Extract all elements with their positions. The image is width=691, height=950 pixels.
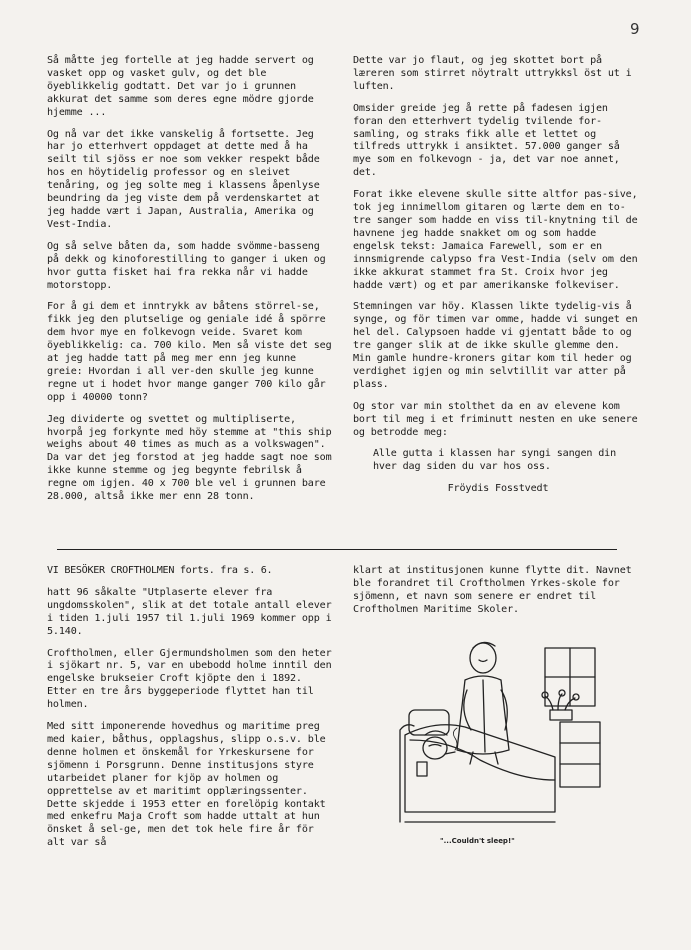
paragraph: Og så selve båten da, som hadde svömme-basseng på dekk og kinoforestilling to ganger i uken og hvor gutta fisket hai fra rekka når vi hadde motorstopp. <box>47 240 326 291</box>
article-column-1 <box>47 55 337 513</box>
article2-column-2 <box>353 565 643 626</box>
article2-heading: VI BESÖKER CROFTHOLMEN forts. fra s. 6. <box>47 565 273 576</box>
paragraph: Omsider greide jeg å rette på fadesen igjen foran den etterhvert tydelig tvilende for-samling, og straks fikk alle et lettet og tilfreds uttrykk i ansiktet. 57.000 ganger så mye som en folkevogn - ja, det var noe annet, det. <box>353 102 620 179</box>
paragraph: Og stor var min stolthet da en av elevene kom bort til meg i et friminutt nesten en uke senere og betrodde meg: <box>353 400 638 438</box>
paragraph: klart at institusjonen kunne flytte dit. Navnet ble forandret til Croftholmen Yrkes-skole for sjömenn, et navn som senere er endret til Croftholmen Maritime Skoler. <box>353 565 632 615</box>
paragraph: Jeg dividerte og svettet og multipliserte, hvorpå jeg forkynte med höy stemme at "this ship weighs about 40 times as much as a volkswagen". Da var det jeg forstod at jeg hadde sagt noe som ikke kunne stemme og jeg begynte febrilsk å regne om igjen. 40 x 700 ble vel i grunnen bare 28.000, altså ikke mer enn 28 tonn. <box>47 413 332 503</box>
article-column-2 <box>353 55 643 505</box>
paragraph: Stemningen var höy. Klassen likte tydelig-vis å synge, og för timen var omme, hadde vi sunget en hel del. Calypsoen hadde vi gjentatt både to og tre ganger slik at de ikke skulle glemme den. Min gamle hundre-kroners gitar kom til heder og verdighet igjen og min selvtillit var atter på plass. <box>353 301 638 390</box>
paragraph: Og nå var det ikke vanskelig å fortsette. Jeg har jo etterhvert oppdaget at dette med å ha seilt til sjöss er noe som vekker respekt både hos en höytidelig professor og en sleivet tenåring, og jeg solte meg i klassens åpenlyse beundring da jeg viste dem på verdenskartet at jeg hadde vært i Japan, Australia, Amerika og Vest-India. <box>47 128 320 230</box>
paragraph: Forat ikke elevene skulle sitte altfor pas-sive, tok jeg innimellom gitaren og lærte dem en to-tre sanger som hadde en viss til-knytning til de havnene jeg hadde snakket om og som hadde engelsk tekst: Jamaica Farewell, som er en innsmigrende calypso fra Vest-India (selv om den ikke akkurat stammet fra St. Croix hvor jeg hadde vært) og et par amerikanske folkeviser. <box>353 189 638 291</box>
paragraph: For å gi dem et inntrykk av båtens störrel-se, fikk jeg den plutselige og geniale idé å spörre dem hvor mye en folkevogn veide. Svaret kom öyeblikkelig: ca. 700 kilo. Men så viste det seg at jeg hadde tatt på meg mer enn jeg kunne greie: Hvordan i all ver-den skulle jeg kunne regne ut i hodet hvor mange ganger 700 kilo går opp i 40000 tonn? <box>47 301 332 403</box>
cartoon-illustration <box>395 640 610 825</box>
paragraph: Dette var jo flaut, og jeg skottet bort på læreren som stirret nöytralt uttrykksl öst ut i luften. <box>353 55 632 92</box>
section-divider <box>57 549 617 550</box>
page-number: 9 <box>630 20 640 38</box>
paragraph: Croftholmen, eller Gjermundsholmen som den heter i sjökart nr. 5, var en ubebodd holme inntil den engelske brukseier Croft kjöpte den i 1892. Etter en tre års byggeperiode flyttet han til holmen. <box>47 647 332 711</box>
paragraph: hatt 96 såkalte "Utplaserte elever fra ungdomsskolen", slik at det totale antall elever i tiden 1.juli 1957 til 1.juli 1969 kommer opp i 5.140. <box>47 586 332 637</box>
paragraph: Så måtte jeg fortelle at jeg hadde servert og vasket opp og vasket gulv, og det ble öyeblikkelig godtatt. Det var jo i grunnen akkurat det samme som deres egne mödre gjorde hjemme ... <box>47 55 314 118</box>
article2-column-1 <box>47 565 337 859</box>
cartoon-caption: "...Couldn't sleep!" <box>440 837 515 845</box>
author-signature: Fröydis Fosstvedt <box>447 483 549 495</box>
paragraph: Med sitt imponerende hovedhus og maritime preg med kaier, båthus, opplagshus, slipp o.s.v. ble denne holmen et önskemål for Yrkeskursene for sjömenn i Porsgrunn. Denne institusjons styre utarbeidet planer for kjöp av holmen og opprettelse av et maritimt opplæringssenter. Dette skjedde i 1953 etter en forelöpig kontakt med enkefru Maja Croft som hadde uttalt at hun önsket å sel-ge, men det tok hele fire år för alt var så <box>47 721 326 849</box>
quoted-verse: Alle gutta i klassen har syngi sangen din hver dag siden du var hos oss. <box>373 448 617 473</box>
